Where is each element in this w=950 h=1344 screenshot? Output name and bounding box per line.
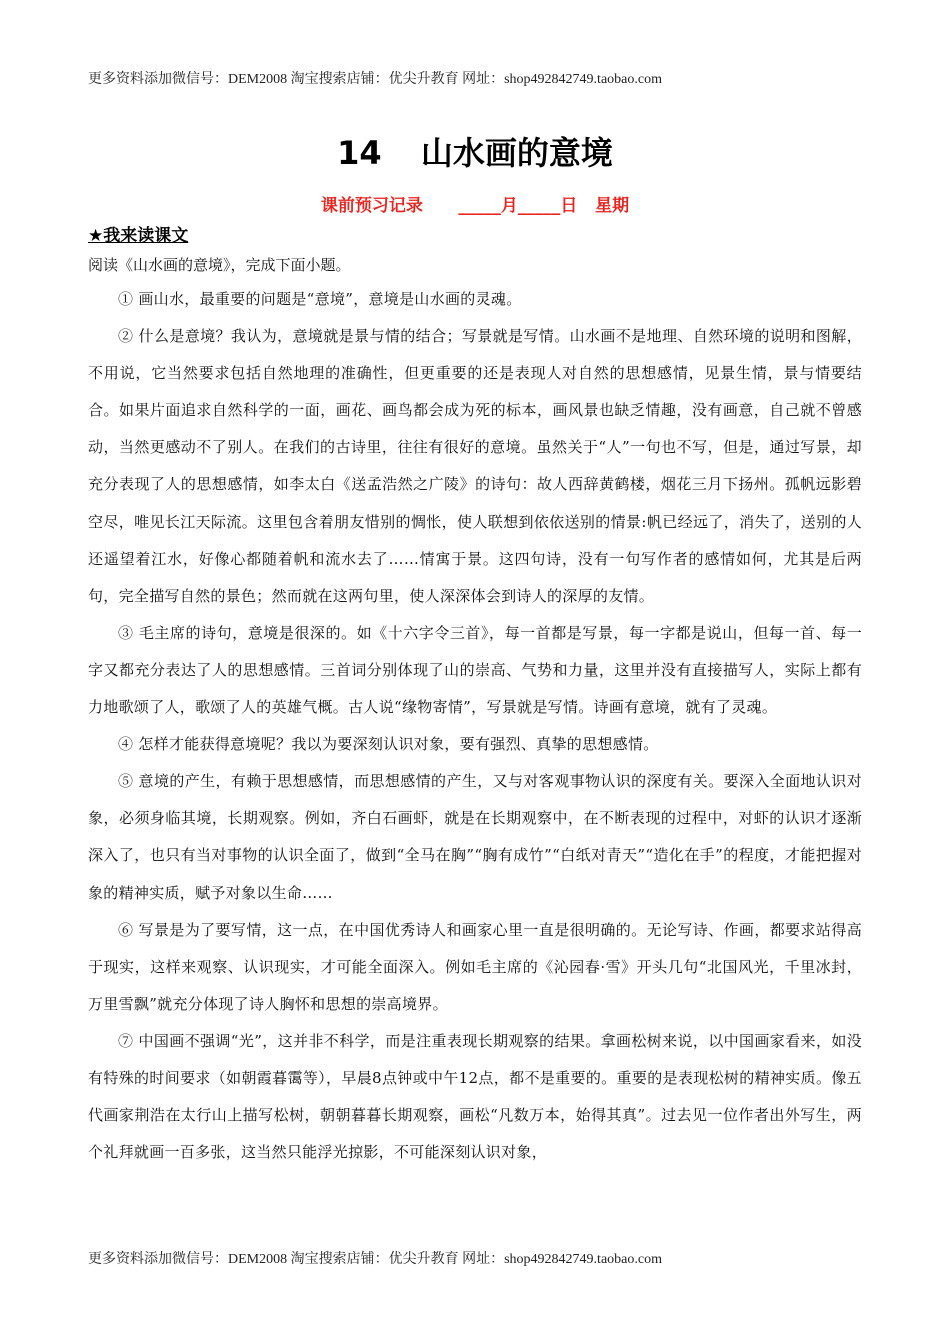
article-body xyxy=(88,281,862,1171)
page-footer: 更多资料添加微信号：DEM2008 淘宝搜索店铺：优尖升教育 网址：shop492842749.taobao.com xyxy=(88,1252,662,1267)
section-heading: ★我来读课文 xyxy=(88,226,189,246)
lesson-name: 山水画的意境 xyxy=(420,134,613,172)
paragraph-1: ① 画山水，最重要的问题是“意境”，意境是山水画的灵魂。 xyxy=(118,290,522,308)
lesson-number: 14 xyxy=(337,134,382,172)
lesson-title xyxy=(0,128,950,174)
intro-instruction: 阅读《山水画的意境》，完成下面小题。 xyxy=(88,256,351,274)
paragraph-6: ⑥ 写景是为了要写情，这一点，在中国优秀诗人和画家心里一直是很明确的。无论写诗、作画，都要求站得高于现实，这样来观察、认识现实，才可能全面深入。例如毛主席的《沁园春·雪》开头几句“北国风光，千里冰封，万里雪飘”就充分体现了诗人胸怀和思想的崇高境界。 xyxy=(88,920,862,1013)
page-header: 更多资料添加微信号：DEM2008 淘宝搜索店铺：优尖升教育 网址：shop492842749.taobao.com xyxy=(88,72,662,87)
preview-record-line: 课前预习记录 _____月_____日 星期 xyxy=(320,196,630,216)
paragraph-5: ⑤ 意境的产生，有赖于思想感情，而思想感情的产生，又与对客观事物认识的深度有关。要深入全面地认识对象，必须身临其境，长期观察。例如，齐白石画虾，就是在长期观察中，在不断表现的过程中，对虾的认识才逐渐深入了，也只有当对事物的认识全面了，做到“全马在胸”“胸有成竹”“白纸对青天”“造化在手”的程度，才能把握对象的精神实质，赋予对象以生命…… xyxy=(88,772,862,902)
paragraph-3: ③ 毛主席的诗句，意境是很深的。如《十六字令三首》，每一首都是写景，每一字都是说山，但每一首、每一字又都充分表达了人的思想感情。三首词分别体现了山的崇高、气势和力量，这里并没有直接描写人，实际上都有力地歌颂了人，歌颂了人的英雄气概。古人说“缘物寄情”，写景就是写情。诗画有意境，就有了灵魂。 xyxy=(88,623,862,717)
paragraph-7: ⑦ 中国画不强调“光”，这并非不科学，而是注重表现长期观察的结果。拿画松树来说，以中国画家看来，如没有特殊的时间要求（如朝霞暮霭等），早晨8点钟或中午12点，都不是重要的。重要的是表现松树的精神实质。像五代画家荆浩在太行山上描写松树，朝朝暮暮长期观察，画松“凡数万本，始得其真”。过去见一位作者出外写生，两个礼拜就画一百多张，这当然只能浮光掠影，不可能深刻认识对象， xyxy=(88,1031,862,1162)
paragraph-2: ② 什么是意境？我认为，意境就是景与情的结合；写景就是写情。山水画不是地理、自然环境的说明和图解，不用说，它当然要求包括自然地理的准确性，但更重要的还是表现人对自然的思想感情，见景生情，景与情要结合。如果片面追求自然科学的一面，画花、画鸟都会成为死的标本，画风景也缺乏情趣，没有画意，自己就不曾感动，当然更感动不了别人。在我们的古诗里，往往有很好的意境。虽然关于“人”一句也不写，但是，通过写景，却充分表现了人的思想感情，如李太白《送孟浩然之广陵》的诗句：故人西辞黄鹤楼，烟花三月下扬州。孤帆远影碧空尽，唯见长江天际流。这里包含着朋友惜别的惆怅，使人联想到依依送别的情景:帆已经远了，消失了，送别的人还遥望着江水，好像心都随着帆和流水去了……情寓于景。这四句诗，没有一句写作者的感情如何，尤其是后两句，完全描写自然的景色；然而就在这两句里，使人深深体会到诗人的深厚的友情。 xyxy=(88,327,862,605)
paragraph-4: ④ 怎样才能获得意境呢？我以为要深刻认识对象，要有强烈、真挚的思想感情。 xyxy=(118,735,659,754)
